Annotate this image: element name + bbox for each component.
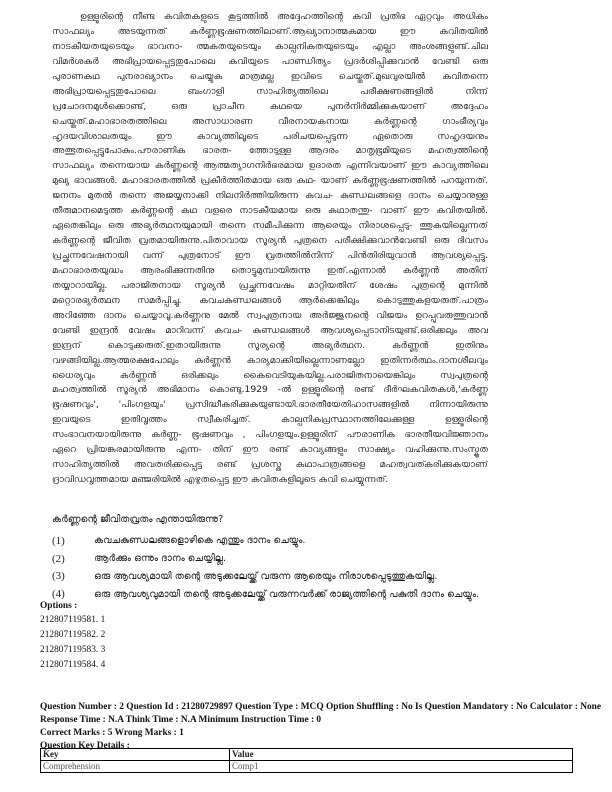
passage-line: സാഫല്യം അടയുന്നത് കർണ്ണഭൂഷണത്തിലാണ്.ആഖ്യാനാത്മകമായ ഈ കവിതയിൽ <box>52 25 488 37</box>
cell-value: Comp1 <box>230 761 573 773</box>
option-id: 212807119583. 3 <box>40 645 106 655</box>
choice-3[interactable] <box>52 568 479 586</box>
passage-line: പ്രച്ഛന്നവേഷനായി വന്ന് പുത്രനോട് ഈ വ്രതത്തിൽനിന്ന് പിൻതിരിയുവാൻ ആവശ്യപ്പെട്ടു. <box>52 250 488 261</box>
key-details-heading: Question Key Details : <box>40 741 130 751</box>
choice-number: (4) <box>52 588 65 601</box>
passage-line: ദ്രാവിഡവൃത്തമായ മഞ്ജരിയിൽ എഴുതപ്പെട്ട ഈ കവിതകളിലൂടെ കവി ചെയ്യുന്നത്. <box>52 474 389 486</box>
passage-line: അഭിപ്രായപ്പെട്ടതുപോലെ ബംഗാളി സാഹിത്യത്തിലെ പരീക്ഷണങ്ങളിൽ നിന്ന് <box>52 85 488 97</box>
passage-line: ധൈര്യവും കർണ്ണൻ ഒരിക്കലും കൈവെടിയുകയില്ല.പരാജിതനായെങ്കിലും സ്വപുത്രന്റെ <box>52 369 488 381</box>
passage-line: ജനനം മുതൽ തന്നെ അജയ്യനാക്കി നിലനിർത്തിയിരുന്ന കവച- കുണ്ഡലങ്ങളെ ദാനം ചെയ്യാനുള്ള <box>52 190 488 202</box>
passage-line: വഴങ്ങിയില്ല.ആത്മരക്ഷപോലും കർണ്ണൻ കാര്യമാക്കിയില്ലെന്നാണല്ലോ ഇതിന്നർത്ഥം.ദാനശീലവും <box>52 354 488 366</box>
comprehension-passage <box>52 10 488 488</box>
choice-text: ആർക്കും ഒന്നും ദാനം ചെയ്യില്ല. <box>94 553 227 565</box>
table-header-row <box>41 749 573 761</box>
cell-key: Comprehension <box>41 761 230 773</box>
passage-line: ചെയ്തത്.മഹാഭാരതത്തിലെ അസാധാരണ വീരനായകനായ കർണ്ണന്റെ ഗാംഭീര്യവും <box>52 115 488 127</box>
passage-line: തയ്യാറായില്ല. പരാജിതനായ സൂര്യൻ പ്രച്ഛന്നവേഷം മാറ്റിയതിന് ശേഷം പുത്രന്റെ മുന്നിൽ <box>52 279 488 291</box>
answer-choices <box>52 532 479 603</box>
choice-text: ഒരു ആവശ്യമായി തന്റെ അടുക്കലേയ്ക്ക് വരുന്ന ആരെയും നിരാശപ്പെടുത്തുകയില്ല. <box>94 570 438 582</box>
choice-text: കവചകുണ്ഡലങ്ങളൊഴികെ എന്തും ദാനം ചെയ്യും. <box>94 535 306 547</box>
key-details-table <box>40 748 573 773</box>
choice-number: (1) <box>52 534 65 547</box>
question-info: Question Number : 2 Question Id : 21280729897 Question Type : MCQ Option Shuffling : No Is Question Mandatory : No Calculator : None <box>40 702 602 712</box>
passage-line: സംഭാവനയായിരുന്നു കർണ്ണ- ഭൂഷണവും , പിംഗളയും.ഉള്ളൂരിന് പൗരാണിക ഭാരതീയവിജ്ഞാനം <box>52 429 488 441</box>
question-text: കർണ്ണന്റെ ജീവിതവ്രതം എന്തായിരുന്നു? <box>52 514 224 525</box>
passage-line: വേണ്ടി ഇന്ദ്രൻ വേഷം മാറിവന്ന് കവച- കുണ്ഡലങ്ങൾ ആവശ്യപ്പെടാനിടയുണ്ട്.ഒരിക്കലും അവ <box>52 324 488 336</box>
marks-info: Correct Marks : 5 Wrong Marks : 1 <box>40 728 184 738</box>
timing-info: Response Time : N.A Think Time : N.A Minimum Instruction Time : 0 <box>40 715 322 725</box>
passage-line: സാഫല്യം തന്നെയായ കർണ്ണന്റെ ആത്മത്യാഗനിർഭരമായ ഉദാരത എന്നിവയാണ് ഈ കാവ്യത്തിലെ <box>52 160 488 172</box>
passage-line: അറിഞ്ഞേ ദാനം ചെയ്യാവൂ.കർണ്ണനു മേൽ സ്വപുത്രനായ അർജ്ജുനന്റെ വിജയം ഉറപ്പുവരുത്തുവാൻ <box>52 309 488 321</box>
choice-number: (2) <box>52 552 65 565</box>
passage-line: മഹാഭാരതയുദ്ധം ആരംഭിക്കുന്നതിനു തൊട്ടുമുമ്പായിരുന്നു ഇത്.എന്നാൽ കർണ്ണൻ അതിന് <box>52 264 488 276</box>
choice-2[interactable] <box>52 550 479 568</box>
option-id: 212807119584. 4 <box>40 660 106 670</box>
passage-line: ഇന്ദ്രന് കൊടുക്കരുത്.ഇതായിരുന്നു സൂര്യന്റെ അഭ്യർത്ഥന. കർണ്ണൻ ഇതിനും <box>52 339 488 351</box>
passage-line: ഇവയുടെ ഇതിവൃത്തം സ്വീകരിച്ചത്. കാല്പനികപ്രസ്ഥാനത്തിലേക്കുള്ള ഉള്ളൂരിന്റെ <box>52 414 488 426</box>
passage-line: ഹൃദയവിശാലതയും ഈ കാവ്യത്തിലൂടെ പരിചയപ്പെടുന്ന ഏതൊരു സഹൃദയനും <box>52 130 488 142</box>
option-id: 212807119582. 2 <box>40 630 106 640</box>
passage-line: നാടകീയതയുടെയും ഭാവനാ- ത്മകതയുടെയും കാല്പനികതയുടെയും എല്ലാ അംശങ്ങളുണ്ട്.ചില <box>52 40 488 52</box>
passage-line: തീരുമാനമെടുത്ത കർണ്ണന്റെ കഥ വളരെ നാടകീയമായ ഒരു കഥാതന്തു- വാണ് ഈ കവിതയിൽ. <box>52 205 488 217</box>
passage-line: ഭൂഷണവും', 'പിംഗളയും' പ്രസിദ്ധീകരിക്കുകയുണ്ടായി.ഭാരതീയേതിഹാസങ്ങളിൽ നിന്നായിരുന്നു <box>52 399 488 411</box>
choice-1[interactable] <box>52 532 479 550</box>
passage-line: പുരാണകഥ പുനരാഖ്യാനം ചെയ്യുക മാത്രമല്ല ഇവിടെ ചെയ്തത്.മുഖവുരയിൽ കവിതന്നെ <box>52 70 488 82</box>
option-id: 212807119581. 1 <box>40 615 106 625</box>
choice-text: ഒരു ആവശ്യവുമായി തന്റെ അടുക്കലേയ്ക്ക് വരുന്നവർക്ക് രാജ്യത്തിന്റെ പകുതി ദാനം ചെയ്യും. <box>94 588 480 600</box>
passage-line: ഉള്ളൂരിന്റെ നീണ്ട കവിതകളുടെ കൂട്ടത്തിൽ അദ്ദേഹത്തിന്റെ കവി പ്രതിഭ ഏറ്റവും അധികം <box>80 11 488 22</box>
passage-line: മഹത്വത്തിൽ സൂര്യൻ അഭിമാനം കൊണ്ടു.1929 -ൽ ഉള്ളൂരിന്റെ രണ്ട് ദീർഘകവിതകൾ,'കർണ്ണ <box>52 384 488 396</box>
choice-4[interactable] <box>52 585 479 603</box>
passage-line: മറ്റൊരഭ്യർത്ഥന സമർപ്പിച്ചു. കവചകുണ്ഡലങ്ങൾ ആർക്കെങ്കിലും കൊടുത്തുകളയരുത്.പാത്രം <box>52 294 488 306</box>
passage-line: ഏറെ പ്രിയങ്കരമായിരുന്നു എന്ന- തിന് ഈ രണ്ട് കാവ്യങ്ങളും സാക്ഷ്യം വഹിക്കുന്നു.സംസ്കൃത <box>52 444 488 456</box>
header-value: Value <box>230 749 573 761</box>
options-heading: Options : <box>40 601 78 611</box>
choice-number: (3) <box>52 570 65 583</box>
header-key: Key <box>41 749 230 761</box>
passage-line: പ്രചോദനമുൾക്കൊണ്ട്, ഒരു പ്രാചീന കഥയെ പുനർനിർമ്മിക്കുകയാണ് അദ്ദേഹം <box>52 100 488 112</box>
passage-line: മുഖ്യ ഭാവങ്ങൾ. മഹാഭാരതത്തിൽ പ്രകീർത്തിതമായ ഒരു കഥ- യാണ് കർണ്ണഭൂഷണത്തിൽ പറയുന്നത്. <box>52 175 488 187</box>
passage-line: അത്ഭുതപ്പെട്ടുപോകും.പൗരാണിക ഭാരത- ത്തോടുള്ള ആദരം മാതൃഭൂമിയുടെ മഹത്വത്തിന്റെ <box>52 145 488 157</box>
passage-line: ഏതെങ്കിലും ഒരു അഭ്യർത്ഥനയുമായി തന്നെ സമീപിക്കുന്ന ആരെയും നിരാശപ്പെടു- ത്തുകയില്ലെന്നത് <box>52 220 488 232</box>
table-row <box>41 761 573 773</box>
passage-line: കർണ്ണന്റെ ജീവിത വ്രതമായിരുന്നു.പിതാവായ സൂര്യൻ പുത്രനെ പരീക്ഷിക്കുവാൻവേണ്ടി ഒരു ദിവസം <box>52 235 488 247</box>
passage-line: വിമർശകർ അഭിപ്രായപ്പെട്ടതുപോലെ കവിയുടെ പാണ്ഡിത്യം പ്രദർശിപ്പിക്കുവാൻ വേണ്ടി ഒരു <box>52 55 488 67</box>
passage-line: സാഹിത്യത്തിൽ അവതരിക്കപ്പെട്ട രണ്ട് പ്രശസ്ത കഥാപാത്രങ്ങളെ മഹത്വവത്കരിക്കുകയാണ് <box>52 459 488 471</box>
